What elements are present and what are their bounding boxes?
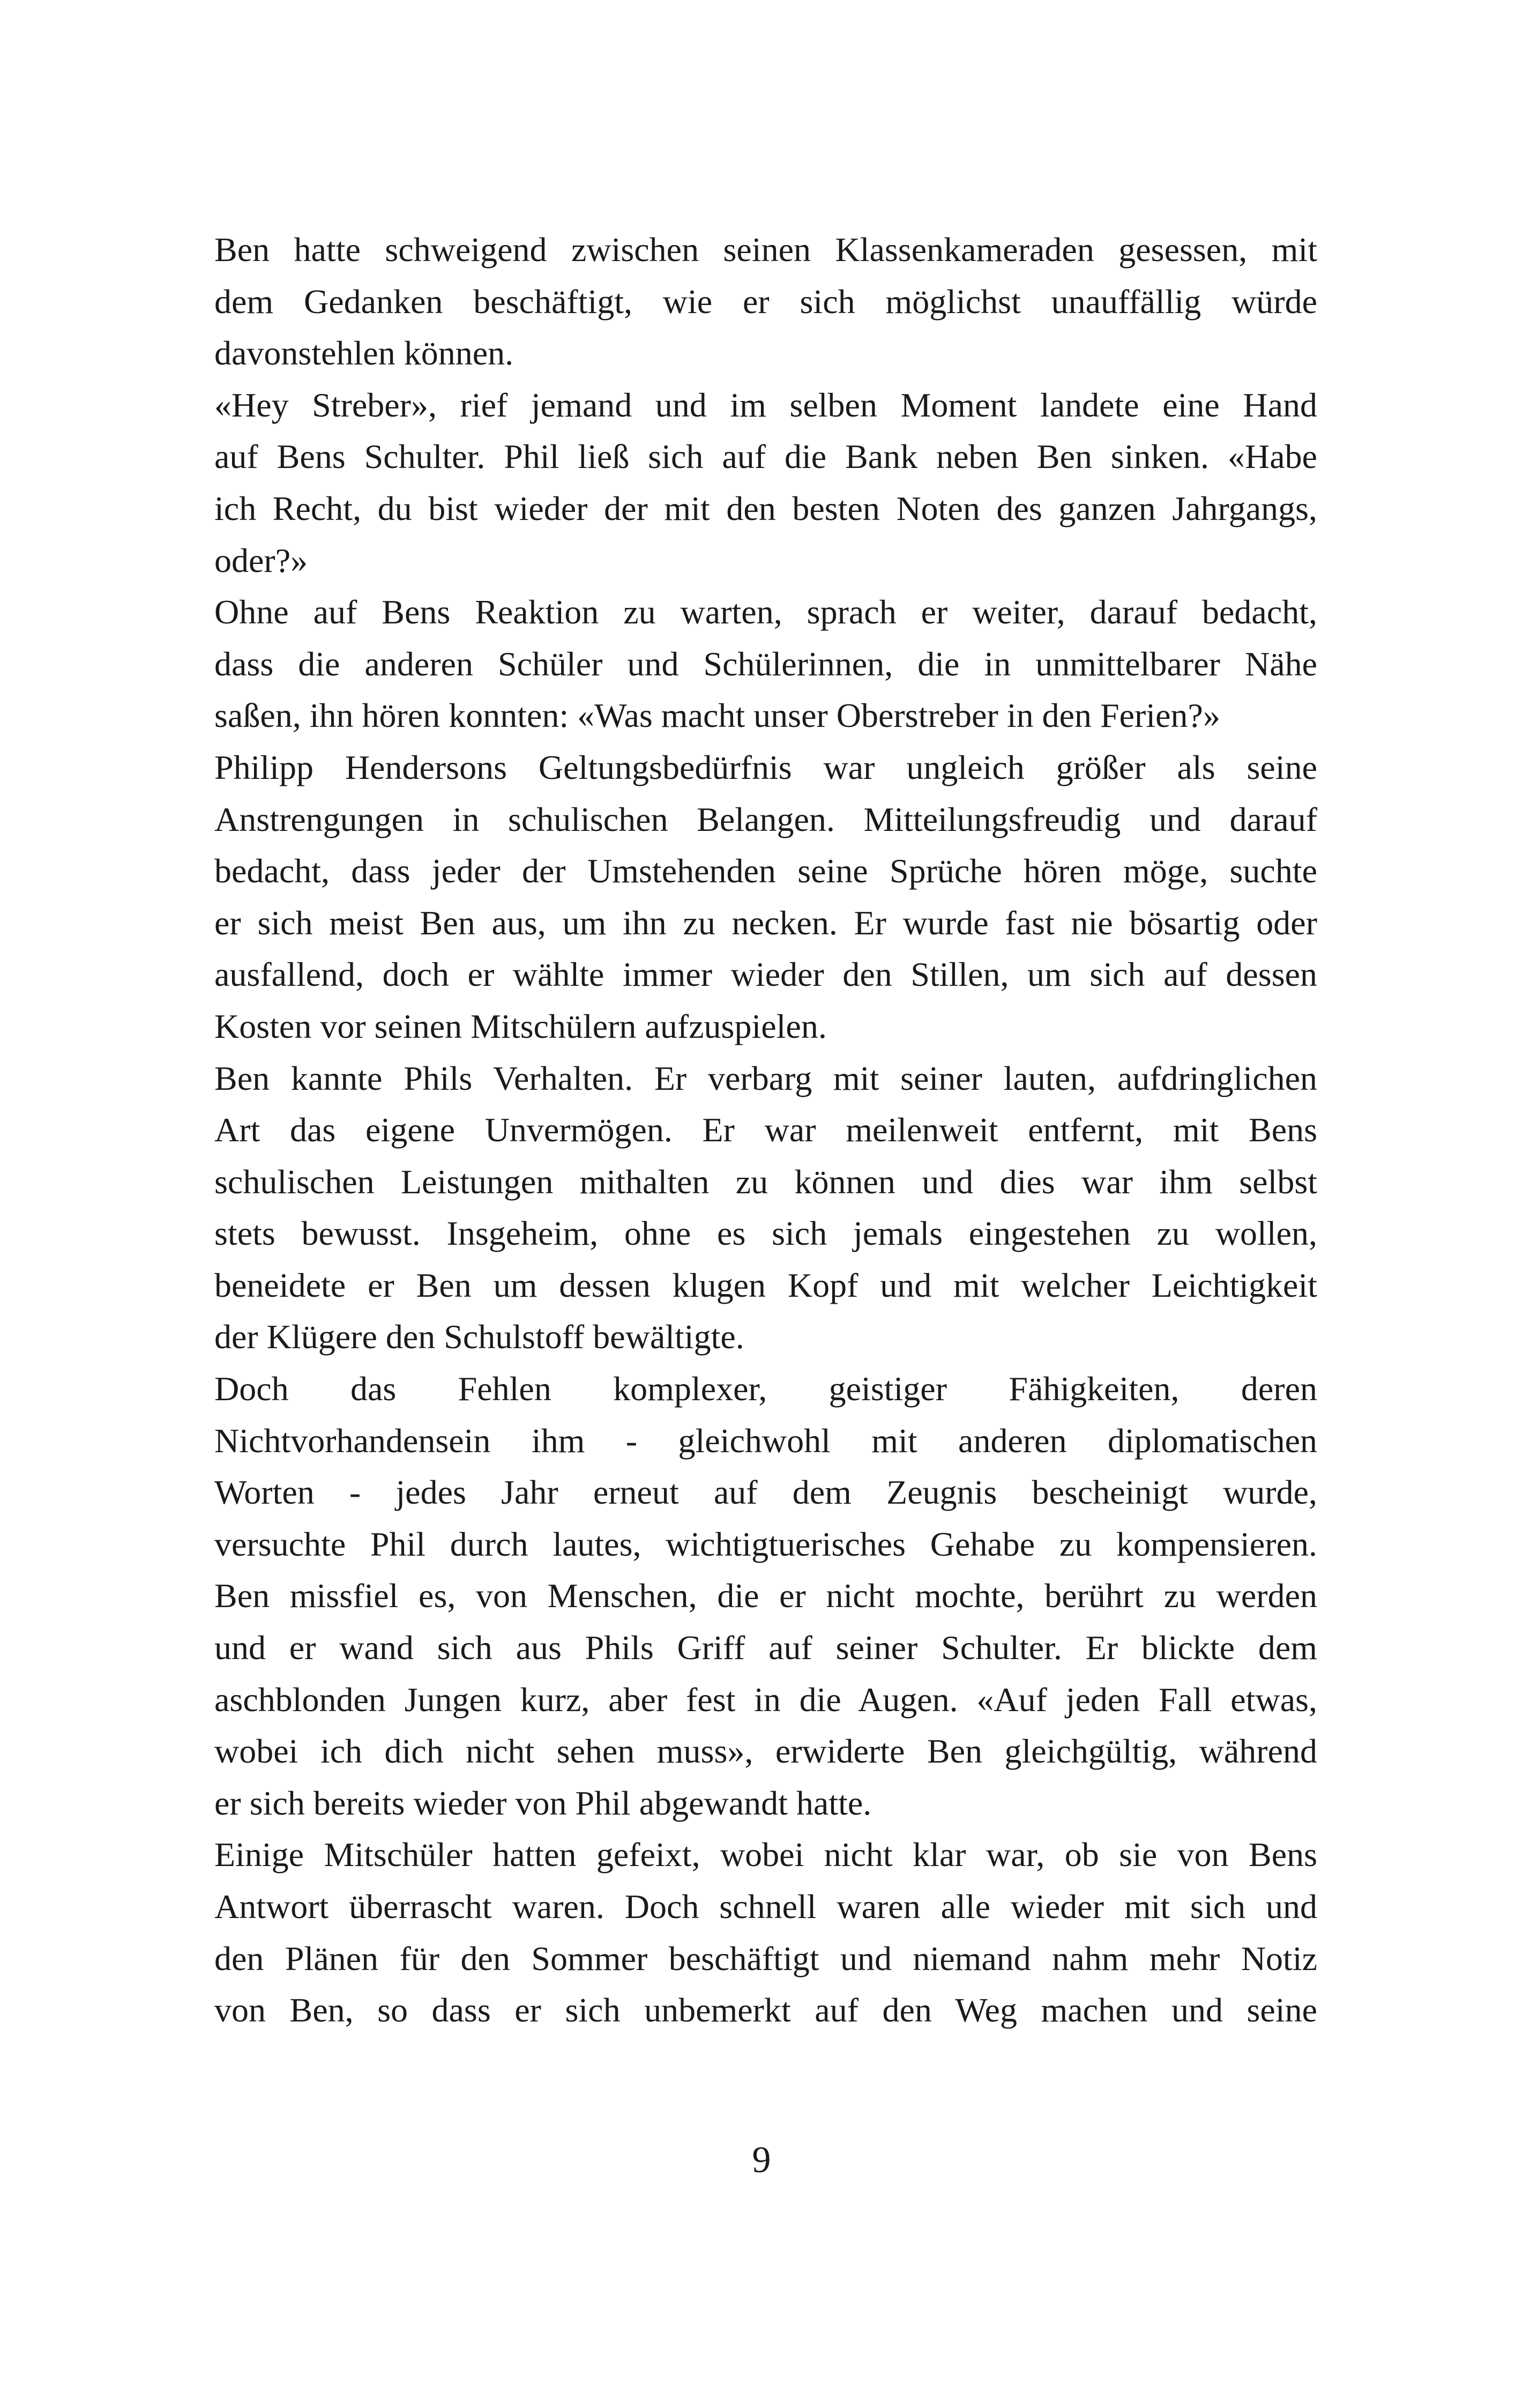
text-line: Worten - jedes Jahr erneut auf dem Zeugnis bescheinigt wurde, [214, 1473, 1317, 1512]
text-line: oder?» [214, 541, 308, 579]
text-line: ausfallend, doch er wählte immer wieder den Stillen, um sich auf dessen [214, 955, 1317, 994]
text-line: er sich meist Ben aus, um ihn zu necken. Er wurde fast nie bösartig oder [214, 903, 1317, 942]
text-line: den Plänen für den Sommer beschäftigt und niemand nahm mehr Notiz [214, 1939, 1317, 1978]
text-line: der Klügere den Schulstoff bewältigte. [214, 1318, 744, 1356]
text-line: Ben kannte Phils Verhalten. Er verbarg mit seiner lauten, aufdringlichen [214, 1059, 1317, 1097]
page-number: 9 [752, 2139, 771, 2181]
text-line: versuchte Phil durch lautes, wichtigtuerisches Gehabe zu kompensieren. [214, 1525, 1317, 1563]
text-line: Art das eigene Unvermögen. Er war meilenweit entfernt, mit Bens [214, 1111, 1317, 1149]
text-line: Kosten vor seinen Mitschülern aufzuspielen. [214, 1007, 827, 1045]
text-line: Ohne auf Bens Reaktion zu warten, sprach er weiter, darauf bedacht, [214, 593, 1317, 631]
text-line: Ben missfiel es, von Menschen, die er nicht mochte, berührt zu werden [214, 1577, 1317, 1615]
text-line: davonstehlen können. [214, 334, 514, 373]
text-line: ich Recht, du bist wieder der mit den besten Noten des ganzen Jahrgangs, [214, 489, 1317, 527]
text-line: dem Gedanken beschäftigt, wie er sich möglichst unauffällig würde [214, 282, 1317, 321]
text-line: Nichtvorhandensein ihm - gleichwohl mit anderen diplomatischen [214, 1421, 1317, 1460]
text-line: Philipp Hendersons Geltungsbedürfnis war ungleich größer als seine [214, 748, 1317, 786]
text-line: aschblonden Jungen kurz, aber fest in die Augen. «Auf jeden Fall etwas, [214, 1680, 1317, 1719]
body-text [214, 224, 1317, 2037]
text-line: von Ben, so dass er sich unbemerkt auf den Weg machen und seine [214, 1991, 1317, 2030]
text-line: er sich bereits wieder von Phil abgewandt hatte. [214, 1783, 872, 1822]
text-line: Einige Mitschüler hatten gefeixt, wobei nicht klar war, ob sie von Bens [214, 1835, 1317, 1874]
text-line: beneidete er Ben um dessen klugen Kopf und mit welcher Leichtigkeit [214, 1266, 1317, 1304]
text-line: Antwort überrascht waren. Doch schnell waren alle wieder mit sich und [214, 1887, 1317, 1926]
text-line: Anstrengungen in schulischen Belangen. Mitteilungsfreudig und darauf [214, 800, 1317, 838]
text-line: Doch das Fehlen komplexer, geistiger Fähigkeiten, deren [214, 1370, 1317, 1408]
text-line: auf Bens Schulter. Phil ließ sich auf die Bank neben Ben sinken. «Habe [214, 437, 1317, 476]
text-line: stets bewusst. Insgeheim, ohne es sich jemals eingestehen zu wollen, [214, 1214, 1317, 1253]
text-line: «Hey Streber», rief jemand und im selben Moment landete eine Hand [214, 385, 1317, 424]
text-line: saßen, ihn hören konnten: «Was macht unser Oberstreber in den Ferien?» [214, 696, 1220, 735]
text-line: und er wand sich aus Phils Griff auf seiner Schulter. Er blickte dem [214, 1629, 1317, 1667]
text-line: bedacht, dass jeder der Umstehenden seine Sprüche hören möge, suchte [214, 852, 1317, 890]
text-line: dass die anderen Schüler und Schülerinnen, die in unmittelbarer Nähe [214, 644, 1317, 683]
text-line: wobei ich dich nicht sehen muss», erwiderte Ben gleichgültig, während [214, 1732, 1317, 1771]
text-line: Ben hatte schweigend zwischen seinen Klassenkameraden gesessen, mit [214, 231, 1317, 269]
text-line: schulischen Leistungen mithalten zu können und dies war ihm selbst [214, 1162, 1317, 1201]
